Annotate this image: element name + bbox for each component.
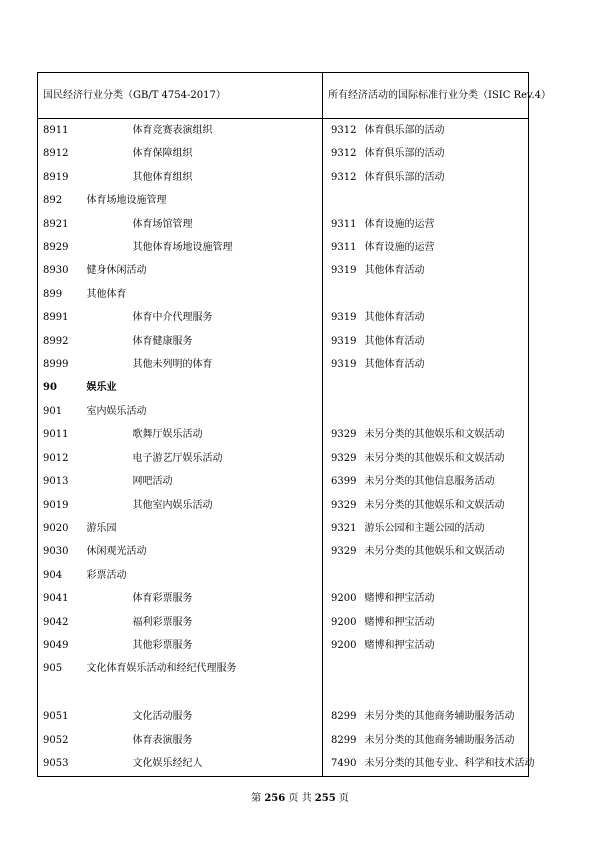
- isic-name-cell: [360, 189, 529, 212]
- gb-code-cell: [38, 657, 83, 705]
- isic-name-cell: [360, 657, 529, 705]
- gb-code-cell: 8992: [38, 330, 83, 353]
- isic-code-cell: 9200: [331, 616, 357, 628]
- gb-code-cell: 9030: [38, 540, 83, 563]
- gb-name-cell-text: 文化体育娱乐活动和经纪代理服务: [86, 663, 237, 675]
- isic-code-cell: 6399: [331, 476, 357, 488]
- table-row: [38, 611, 529, 634]
- gb-code-cell: 899: [38, 283, 83, 306]
- gb-name-cell: 健身休闲活动: [83, 259, 323, 282]
- isic-code-cell: 9319: [331, 312, 357, 324]
- gb-code-cell: 8919: [38, 166, 83, 189]
- page-footer: [0, 789, 600, 804]
- isic-name-cell: 未另分类的其他娱乐和文娱活动: [360, 423, 529, 446]
- table-row: [38, 330, 529, 353]
- gb-code-cell: 8999: [38, 353, 83, 376]
- classification-table: [37, 72, 552, 777]
- table-row: [38, 587, 529, 610]
- table-header-row: [38, 73, 529, 119]
- gb-name-cell: 歌舞厅娱乐活动: [83, 423, 323, 446]
- table-row: [38, 376, 529, 399]
- gb-code-cell: 9041: [38, 587, 83, 610]
- gb-name-cell: 其他体育组织: [83, 166, 323, 189]
- isic-name-cell: 赌博和押宝活动: [360, 634, 529, 657]
- table-row: [38, 423, 529, 446]
- table-row: [38, 306, 529, 329]
- isic-code-cell: 9312: [331, 148, 357, 160]
- table-row: [38, 447, 529, 470]
- gb-name-cell: 游乐园: [83, 517, 323, 540]
- gb-code-cell: 8991: [38, 306, 83, 329]
- table-row: [38, 236, 529, 259]
- table-row: [38, 752, 529, 776]
- isic-name-cell: 未另分类的其他娱乐和文娱活动: [360, 447, 529, 470]
- gb-name-cell: 体育场馆管理: [83, 213, 323, 236]
- isic-name-cell: 体育俱乐部的活动: [360, 142, 529, 165]
- gb-code-cell: 8930: [38, 259, 83, 282]
- gb-code-cell: 9042: [38, 611, 83, 634]
- gb-name-cell: 休闲观光活动: [83, 540, 323, 563]
- isic-code-cell: [323, 400, 360, 423]
- isic-name-cell: [360, 283, 529, 306]
- gb-name-cell: 网吧活动: [83, 470, 323, 493]
- gb-code-cell: 9013: [38, 470, 83, 493]
- table-row: [38, 470, 529, 493]
- isic-name-cell: 赌博和押宝活动: [360, 611, 529, 634]
- gb-code-cell: 8921: [38, 213, 83, 236]
- isic-name-cell: 未另分类的其他专业、科学和技术活动: [360, 752, 529, 776]
- isic-code-cell: 8299: [331, 734, 357, 746]
- gb-name-cell: 体育彩票服务: [83, 587, 323, 610]
- table-row: [38, 657, 529, 705]
- gb-code-cell: 904: [38, 564, 83, 587]
- isic-name-cell: 体育俱乐部的活动: [360, 166, 529, 189]
- gb-code-cell-text: 905: [43, 663, 63, 675]
- gb-name-cell: 体育健康服务: [83, 330, 323, 353]
- isic-code-cell: 9319: [331, 335, 357, 347]
- table-row: [38, 729, 529, 752]
- table-row: [38, 213, 529, 236]
- footer-mid: 页 共: [288, 793, 312, 804]
- isic-code-cell: 9329: [331, 546, 357, 558]
- isic-name-cell: [360, 564, 529, 587]
- gb-name-cell: 其他彩票服务: [83, 634, 323, 657]
- table-row: [38, 540, 529, 563]
- gb-code-cell: 90: [38, 376, 83, 399]
- table-row: [38, 189, 529, 212]
- isic-code-cell: 9329: [331, 452, 357, 464]
- footer-suffix: 页: [338, 793, 349, 804]
- isic-code-cell: [323, 283, 360, 306]
- isic-name-cell: 体育设施的运营: [360, 236, 529, 259]
- gb-code-cell: 8929: [38, 236, 83, 259]
- gb-name-cell: 其他体育场地设施管理: [83, 236, 323, 259]
- isic-name-cell: 其他体育活动: [360, 306, 529, 329]
- gb-code-cell: 901: [38, 400, 83, 423]
- isic-code-cell: 7490: [323, 752, 360, 776]
- gb-code-cell: 9011: [38, 423, 83, 446]
- isic-name-cell: 其他体育活动: [360, 330, 529, 353]
- gb-code-cell: 892: [38, 189, 83, 212]
- isic-name-cell: 未另分类的其他商务辅助服务活动: [360, 705, 529, 728]
- gb-name-cell: 体育中介代理服务: [83, 306, 323, 329]
- gb-name-cell: 室内娱乐活动: [83, 400, 323, 423]
- isic-code-cell: 9321: [331, 522, 357, 534]
- gb-code-cell: 9019: [38, 494, 83, 517]
- isic-name-cell: [360, 400, 529, 423]
- table-row: [38, 634, 529, 657]
- isic-code-cell: 9311: [331, 242, 357, 254]
- isic-code-cell: [323, 189, 360, 212]
- table-row: [38, 517, 529, 540]
- isic-code-cell: 8299: [331, 711, 357, 723]
- isic-code-cell: 9319: [331, 359, 357, 371]
- gb-name-cell: 文化活动服务: [83, 705, 323, 728]
- isic-code-cell: 9200: [331, 593, 357, 605]
- isic-name-cell: 其他体育活动: [360, 259, 529, 282]
- gb-name-cell: 彩票活动: [83, 564, 323, 587]
- isic-name-cell: 体育俱乐部的活动: [360, 119, 529, 143]
- isic-code-cell: 9329: [331, 499, 357, 511]
- table-row: [38, 259, 529, 282]
- table-row: [38, 283, 529, 306]
- gb-code-cell: 9020: [38, 517, 83, 540]
- gb-name-cell: 体育表演服务: [83, 729, 323, 752]
- header-isic: 所有经济活动的国际标准行业分类（ISIC Rev.4）: [323, 73, 529, 119]
- table-row: [38, 564, 529, 587]
- table-row: [38, 400, 529, 423]
- table-body: [38, 119, 535, 777]
- isic-name-cell: 未另分类的其他娱乐和文娱活动: [360, 494, 529, 517]
- gb-code-cell: 8912: [38, 142, 83, 165]
- gb-name-cell: [83, 657, 323, 705]
- isic-code-cell: 9312: [331, 125, 357, 136]
- gb-name-cell: 其他体育: [83, 283, 323, 306]
- gb-code-cell: 9051: [38, 705, 83, 728]
- isic-name-cell: 体育设施的运营: [360, 213, 529, 236]
- isic-code-cell: 9329: [331, 429, 357, 441]
- table-row: [38, 119, 529, 143]
- gb-name-cell: 体育保障组织: [83, 142, 323, 165]
- gb-name-cell: 其他室内娱乐活动: [83, 494, 323, 517]
- footer-page-total: 255: [314, 793, 336, 804]
- isic-name-cell: 赌博和押宝活动: [360, 587, 529, 610]
- table-row: [38, 353, 529, 376]
- gb-name-cell: 文化娱乐经纪人: [83, 752, 323, 776]
- gb-name-cell: 体育竞赛表演组织: [83, 119, 323, 143]
- isic-name-cell: 未另分类的其他娱乐和文娱活动: [360, 540, 529, 563]
- gb-code-cell: 9052: [38, 729, 83, 752]
- isic-name-cell: 游乐公园和主题公园的活动: [360, 517, 529, 540]
- isic-code-cell: [323, 376, 360, 399]
- footer-page-number: 256: [264, 793, 286, 804]
- gb-code-cell: 9053: [38, 752, 83, 776]
- gb-code-cell: 8911: [38, 119, 83, 143]
- table-row: [38, 705, 529, 728]
- isic-code-cell: 9312: [331, 171, 357, 183]
- isic-code-cell: 9311: [331, 218, 357, 230]
- isic-code-cell: [323, 564, 360, 587]
- gb-code-cell: 9049: [38, 634, 83, 657]
- gb-name-cell: 娱乐业: [83, 376, 323, 399]
- isic-name-cell: 其他体育活动: [360, 353, 529, 376]
- footer-prefix: 第: [251, 793, 262, 804]
- gb-code-cell: 9012: [38, 447, 83, 470]
- table-row: [38, 494, 529, 517]
- isic-name-cell: 未另分类的其他信息服务活动: [360, 470, 529, 493]
- isic-code-cell: [323, 657, 360, 705]
- isic-name-cell: [360, 376, 529, 399]
- gb-name-cell: 福利彩票服务: [83, 611, 323, 634]
- isic-name-cell: 未另分类的其他商务辅助服务活动: [360, 729, 529, 752]
- table-row: [38, 166, 529, 189]
- gb-name-cell: 电子游艺厅娱乐活动: [83, 447, 323, 470]
- header-gb-t: 国民经济行业分类（GB/T 4754-2017）: [38, 73, 323, 119]
- isic-code-cell: 9319: [331, 265, 357, 277]
- isic-code-cell: 9200: [331, 639, 357, 651]
- gb-name-cell: 体育场地设施管理: [83, 189, 323, 212]
- table-row: [38, 142, 529, 165]
- gb-name-cell: 其他未列明的体育: [83, 353, 323, 376]
